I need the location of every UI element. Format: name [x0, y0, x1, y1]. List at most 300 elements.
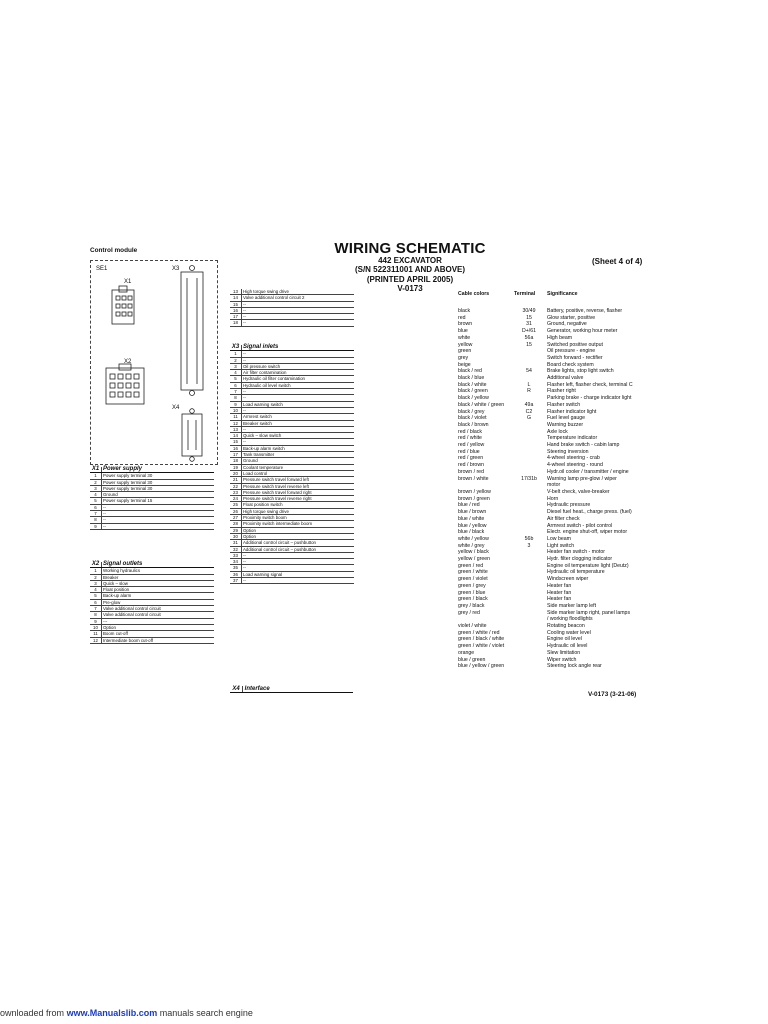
- cable-color: yellow / green: [458, 556, 491, 563]
- table-row: [458, 422, 633, 429]
- terminal: [514, 375, 544, 382]
- cable-color: black / green: [458, 388, 488, 395]
- table-row: [458, 348, 633, 355]
- pin-description: --: [242, 307, 355, 313]
- document-code: V-0173 (3-21-06): [588, 691, 637, 698]
- cable-color: brown: [458, 321, 473, 328]
- pin-number: 1: [90, 473, 102, 479]
- pin-number: 9: [230, 401, 242, 407]
- significance: Heater fan: [547, 596, 572, 603]
- pin-number: 11: [230, 414, 242, 420]
- table-row: [458, 362, 633, 369]
- cable-color: green / white: [458, 569, 488, 576]
- cable-color: red / yellow: [458, 442, 485, 449]
- pin-description: --: [242, 426, 355, 432]
- table-row: [458, 455, 633, 462]
- x3-connector-icon: [181, 266, 203, 396]
- terminal: [514, 556, 544, 563]
- pin-number: 27: [230, 515, 242, 521]
- significance: Flasher indicator light: [547, 408, 597, 415]
- cable-color: black / white / green: [458, 401, 505, 408]
- significance: Hydraulic pressure: [547, 502, 591, 509]
- significance: Axle lock: [547, 428, 568, 435]
- terminal: [514, 462, 544, 469]
- pin-description: ---: [102, 618, 215, 624]
- significance: Cooling water level: [547, 629, 591, 636]
- pin-description: --: [242, 389, 355, 395]
- pin-number: 23: [230, 489, 242, 495]
- terminal: [514, 496, 544, 503]
- pin-number: 3: [90, 580, 102, 586]
- cable-color: white: [458, 334, 471, 341]
- pin-number: 28: [230, 521, 242, 527]
- table-row: [458, 328, 633, 335]
- subtitle-line: 442 EXCAVATOR: [378, 256, 442, 265]
- pin-description: Hydraulic oil filter contamination: [242, 376, 355, 382]
- terminal: [514, 523, 544, 530]
- significance: Flasher left, flasher check, terminal C: [547, 381, 633, 388]
- pin-number: 5: [90, 593, 102, 599]
- table-row: [458, 368, 633, 375]
- pin-number: 36: [230, 571, 242, 577]
- terminal: [514, 657, 544, 664]
- table-row: [458, 308, 633, 315]
- pin-description: Float position switch: [242, 502, 355, 508]
- sheet-number: (Sheet 4 of 4): [592, 257, 643, 266]
- significance: Engine oil temperature light (Deutz): [547, 562, 629, 569]
- cable-color: blue / black: [458, 529, 485, 536]
- pin-description: Pressure switch travel forward left: [242, 477, 355, 483]
- pin-description: Pressure switch travel reverse left: [242, 483, 355, 489]
- terminal: [514, 395, 544, 402]
- x4-label: X4: [172, 405, 180, 411]
- pin-description: Load warning switch: [242, 401, 355, 407]
- pin-number: 32: [230, 546, 242, 552]
- table-id: X3: [230, 345, 242, 351]
- significance: Windscreen wiper: [547, 576, 589, 583]
- table-row: [458, 315, 633, 322]
- terminal: 3: [527, 542, 531, 549]
- table-row: [230, 577, 354, 583]
- x3-label: X3: [172, 266, 180, 272]
- terminal: 17/31b: [521, 475, 537, 482]
- page-subtitle: [300, 256, 520, 294]
- terminal: 49a: [524, 401, 534, 408]
- significance: High beam: [547, 334, 573, 341]
- terminal: G: [526, 415, 532, 422]
- pin-number: 15: [230, 301, 242, 307]
- pin-number: 37: [230, 577, 242, 583]
- pin-description: --: [102, 523, 215, 529]
- pin-number: 2: [90, 574, 102, 580]
- significance: Steering lock angle rear: [547, 663, 602, 670]
- pin-description: --: [102, 517, 215, 523]
- pin-description: Air filter contamination: [242, 370, 355, 376]
- table-row: [458, 556, 633, 563]
- pin-description: Valve additional control circuit 2: [242, 295, 355, 301]
- pin-number: 9: [90, 618, 102, 624]
- significance: Additional valve: [547, 375, 584, 382]
- pin-description: --: [242, 565, 355, 571]
- pin-description: --: [242, 552, 355, 558]
- cable-color: blue / green: [458, 656, 486, 663]
- pin-number: 7: [90, 511, 102, 517]
- cable-color: brown / yellow: [458, 488, 491, 495]
- significance: Warning buzzer: [547, 421, 584, 428]
- significance: Air filter check: [547, 515, 580, 522]
- terminal: [514, 422, 544, 429]
- cable-color: orange: [458, 649, 475, 656]
- pin-description: Proximity switch boom: [242, 515, 355, 521]
- terminal: [514, 355, 544, 362]
- cable-color: blue / yellow / green: [458, 663, 505, 670]
- pin-description: Option: [242, 527, 355, 533]
- table-title: Signal inlets: [242, 345, 355, 351]
- significance: motor: [547, 482, 561, 489]
- table-row: [458, 429, 633, 436]
- pin-description: --: [242, 395, 355, 401]
- significance: Ground, negative: [547, 321, 587, 328]
- cable-color: black / violet: [458, 415, 487, 422]
- subtitle-line: (S/N 522311001 AND ABOVE): [354, 265, 466, 275]
- pin-number: 11: [90, 631, 102, 637]
- pin-number: 34: [230, 559, 242, 565]
- x1-power-supply-table: [90, 467, 214, 530]
- significance: Glow starter, positive: [547, 314, 596, 321]
- control-module-title: Control module: [90, 247, 138, 254]
- table-row: [458, 536, 633, 543]
- cable-color: green: [458, 348, 472, 355]
- cable-color: black / brown: [458, 421, 489, 428]
- terminal: L: [527, 381, 531, 388]
- cable-color: black / yellow: [458, 395, 489, 402]
- terminal: [514, 469, 544, 476]
- pin-number: 22: [230, 483, 242, 489]
- terminal-header: Terminal: [514, 291, 536, 297]
- x3-top-rows-table: [230, 289, 354, 327]
- cable-color: blue / white: [458, 515, 485, 522]
- pin-description: --: [242, 407, 355, 413]
- cable-color: green / blue: [458, 589, 486, 596]
- significance: Hydraulic oil temperature: [547, 569, 605, 576]
- table-row: [458, 623, 633, 630]
- cable-color: red / blue: [458, 448, 480, 455]
- table-row: [90, 523, 214, 529]
- significance: Switch forward - rectifier: [547, 354, 603, 361]
- table-id: X2: [90, 562, 102, 568]
- pin-description: Working hydraulics: [102, 568, 215, 574]
- significance: Hydraulic oil level: [547, 643, 588, 650]
- pin-number: 12: [90, 637, 102, 643]
- table-row: [458, 516, 633, 523]
- pin-description: --: [242, 301, 355, 307]
- cable-color: blue / brown: [458, 509, 487, 516]
- terminal: [514, 502, 544, 509]
- table-title: Signal outlets: [102, 562, 215, 568]
- significance: Heater fan switch - motor: [547, 549, 605, 556]
- significance: Diesel fuel heat., charge press. (fuel): [547, 509, 632, 516]
- cable-color: red: [458, 314, 466, 321]
- cable-color: beige: [458, 361, 471, 368]
- significance: Horn: [547, 495, 559, 502]
- download-footer: [0, 1008, 253, 1018]
- subtitle-line: V-0173: [397, 284, 423, 294]
- terminal: 31: [526, 321, 532, 328]
- pin-number: 33: [230, 552, 242, 558]
- footer-site-link[interactable]: www.Manualslib.com: [66, 1008, 158, 1018]
- x2-connector-icon: [106, 364, 144, 404]
- x2-signal-outlets-table: [90, 562, 214, 644]
- pin-description: Float position: [102, 587, 215, 593]
- table-row: [458, 603, 633, 610]
- cable-colors-table: [458, 291, 633, 670]
- cable-color: black / grey: [458, 408, 485, 415]
- significance: Hydr.oil cooler / transmitter / engine: [547, 468, 629, 475]
- pin-description: Ground: [242, 458, 355, 464]
- pin-number: 26: [230, 508, 242, 514]
- significance: 4-wheel steering - crab: [547, 455, 600, 462]
- significance: Board check system: [547, 361, 594, 368]
- table-row: [458, 476, 633, 483]
- cable-color: brown / green: [458, 495, 490, 502]
- cable-color: yellow / black: [458, 549, 489, 556]
- x1-connector-icon: [112, 286, 134, 324]
- pin-number: 18: [230, 458, 242, 464]
- significance: Side marker lamp left: [547, 602, 597, 609]
- significance: Temperature indicator: [547, 435, 598, 442]
- pin-description: --: [242, 559, 355, 565]
- significance: / working floodlights: [547, 616, 593, 623]
- cable-color: red / green: [458, 455, 484, 462]
- significance: Engine oil level: [547, 636, 582, 643]
- pin-description: Ground: [102, 492, 215, 498]
- pin-number: 30: [230, 533, 242, 539]
- table-row: [458, 489, 633, 496]
- cable-color: grey / red: [458, 609, 480, 616]
- terminal: C2: [525, 408, 533, 415]
- pin-number: 7: [230, 389, 242, 395]
- cable-color: grey / black: [458, 602, 485, 609]
- x3-signal-inlets-table: [230, 345, 354, 584]
- pin-number: 6: [230, 382, 242, 388]
- terminal: [514, 348, 544, 355]
- pin-number: 12: [230, 420, 242, 426]
- terminal: [514, 362, 544, 369]
- pin-description: --: [242, 577, 355, 583]
- cable-color: brown / white: [458, 475, 489, 482]
- pin-number: 14: [230, 295, 242, 301]
- terminal: [514, 569, 544, 576]
- table-row: [458, 596, 633, 603]
- cable-color: green / black / white: [458, 636, 505, 643]
- significance: 4-wheel steering - round: [547, 462, 603, 469]
- pin-description: Pressure switch travel forward right: [242, 489, 355, 495]
- x2-label: X2: [124, 359, 132, 365]
- table-row: [458, 388, 633, 395]
- significance: Slew limitation: [547, 649, 581, 656]
- pin-number: 8: [90, 612, 102, 618]
- cable-color: green / white / red: [458, 629, 500, 636]
- table-row: [458, 402, 633, 409]
- cable-color: red / brown: [458, 462, 484, 469]
- pin-number: 13: [230, 426, 242, 432]
- terminal: [514, 449, 544, 456]
- terminal: [514, 455, 544, 462]
- pin-number: 1: [90, 568, 102, 574]
- cable-color: blue: [458, 328, 468, 335]
- cable-color: white / yellow: [458, 535, 489, 542]
- pin-description: Option: [102, 624, 215, 630]
- terminal: [514, 549, 544, 556]
- pin-description: Power supply terminal 30: [102, 479, 215, 485]
- pin-number: 14: [230, 433, 242, 439]
- significance: Light switch: [547, 542, 575, 549]
- table-row: [458, 657, 633, 664]
- terminal: [514, 636, 544, 643]
- pin-description: Load control: [242, 470, 355, 476]
- connector-drawings: [90, 260, 218, 465]
- significance: Battery, positive, reverse, flasher: [547, 308, 623, 314]
- pin-description: Intermediate boom cut-off: [102, 637, 215, 643]
- pin-number: 35: [230, 565, 242, 571]
- terminal: [514, 429, 544, 436]
- terminal: [514, 603, 544, 610]
- pin-description: --: [102, 511, 215, 517]
- pin-description: Hydraulic oil level switch: [242, 382, 355, 388]
- pin-number: 2: [90, 479, 102, 485]
- terminal: [514, 663, 544, 670]
- pin-description: Armrest switch: [242, 414, 355, 420]
- pin-number: 10: [90, 624, 102, 630]
- pin-description: --: [242, 439, 355, 445]
- pin-description: Breaker switch: [242, 420, 355, 426]
- pin-number: 5: [90, 498, 102, 504]
- pin-number: 5: [230, 376, 242, 382]
- pin-number: 4: [230, 370, 242, 376]
- pin-description: Quick – slow switch: [242, 433, 355, 439]
- pin-description: Coolant temperature: [242, 464, 355, 470]
- pin-description: Pre-glow: [102, 599, 215, 605]
- terminal: [514, 623, 544, 630]
- terminal: [514, 650, 544, 657]
- pin-number: 16: [230, 307, 242, 313]
- pin-number: 24: [230, 496, 242, 502]
- terminal: 15: [526, 341, 532, 348]
- table-row: [458, 342, 633, 349]
- pin-number: 1: [230, 351, 242, 357]
- significance: Oil pressure - engine: [547, 348, 596, 355]
- cable-color: green / violet: [458, 576, 488, 583]
- page-title: WIRING SCHEMATIC: [334, 240, 486, 257]
- cable-colors-header: Cable colors: [458, 291, 490, 297]
- pin-number: 19: [230, 464, 242, 470]
- pin-description: Option: [242, 533, 355, 539]
- significance: Fuel level gauge: [547, 415, 586, 422]
- table-row: [458, 449, 633, 456]
- pin-number: 16: [230, 445, 242, 451]
- pin-number: 10: [230, 407, 242, 413]
- significance-header: Significance: [547, 291, 578, 297]
- pin-number: 31: [230, 540, 242, 546]
- terminal: 56a: [524, 334, 534, 341]
- significance: Generator, working hour meter: [547, 328, 618, 335]
- cable-color: green / black: [458, 596, 488, 603]
- table-row: [458, 549, 633, 556]
- pin-number: 8: [90, 517, 102, 523]
- table-row: [458, 529, 633, 536]
- cable-color: black / red: [458, 368, 482, 375]
- significance: Electr. engine shut-off, wiper motor: [547, 529, 628, 536]
- pin-description: Additional control circuit – pushbutton: [242, 546, 355, 552]
- table-row: [458, 355, 633, 362]
- cable-color: blue / yellow: [458, 522, 487, 529]
- terminal: [514, 509, 544, 516]
- x4-title: Interface: [244, 686, 270, 692]
- x4-interface-header: [230, 686, 353, 693]
- table-row: [458, 496, 633, 503]
- significance: Switched positive output: [547, 341, 603, 348]
- terminal: [514, 563, 544, 570]
- terminal: D+/61: [522, 328, 536, 335]
- significance: Warning lamp pre-glow / wiper: [547, 475, 617, 482]
- pin-description: --: [242, 314, 355, 320]
- significance: Hand brake switch - cabin lamp: [547, 442, 620, 449]
- pin-number: 25: [230, 502, 242, 508]
- terminal: [514, 489, 544, 496]
- significance: Brake lights, stop light switch: [547, 368, 614, 375]
- pin-number: 20: [230, 470, 242, 476]
- cable-color: green / red: [458, 562, 484, 569]
- table-row: [458, 630, 633, 637]
- pin-description: --: [102, 504, 215, 510]
- significance: Rotating beacon: [547, 623, 585, 630]
- cable-color: black / white: [458, 381, 487, 388]
- pin-number: 3: [230, 363, 242, 369]
- x4-connector-icon: [182, 409, 202, 462]
- footer-suffix: manuals search engine: [159, 1008, 253, 1018]
- pin-number: 13: [230, 289, 242, 295]
- table-row: [458, 502, 633, 509]
- table-row: [458, 469, 633, 476]
- x4-id: X4: [230, 686, 243, 692]
- table-row: [458, 650, 633, 657]
- table-row: [458, 395, 633, 402]
- table-row: [458, 482, 633, 489]
- cable-color: black: [458, 308, 471, 314]
- terminal: R: [527, 388, 531, 395]
- terminal: [514, 616, 544, 623]
- pin-description: --: [242, 351, 355, 357]
- significance: Steering inversion: [547, 448, 589, 455]
- table-row: [458, 462, 633, 469]
- significance: Wiper switch: [547, 656, 577, 663]
- pin-number: 6: [90, 504, 102, 510]
- terminal: [514, 576, 544, 583]
- pin-description: Proximity switch intermediate boom: [242, 521, 355, 527]
- table-row: [90, 637, 214, 643]
- terminal: 54: [526, 368, 532, 375]
- pin-number: 2: [230, 357, 242, 363]
- cable-color: black / blue: [458, 375, 485, 382]
- table-row: [458, 409, 633, 416]
- cable-color: green / grey: [458, 582, 486, 589]
- terminal: 30/49: [522, 308, 536, 314]
- pin-number: 18: [230, 320, 242, 326]
- pin-description: --: [242, 320, 355, 326]
- footer-prefix: ownloaded from: [0, 1008, 65, 1018]
- pin-description: Pressure switch travel reverse right: [242, 496, 355, 502]
- terminal: [514, 643, 544, 650]
